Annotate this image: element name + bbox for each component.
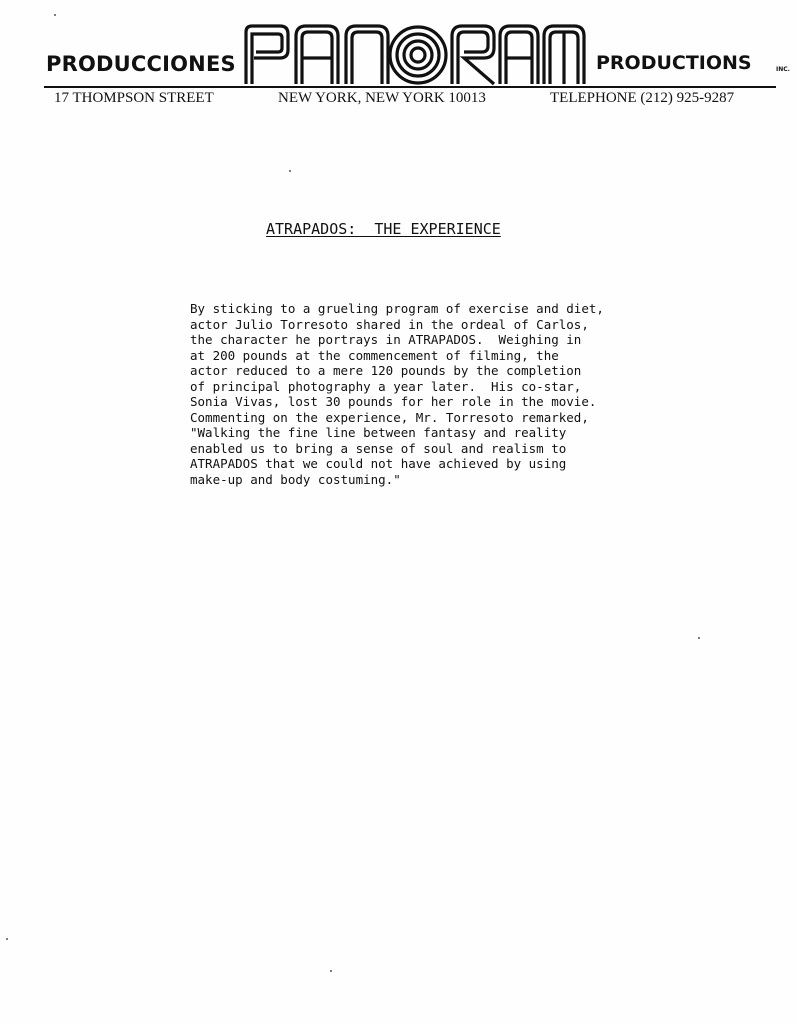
letterhead: [44, 22, 792, 88]
body-line: of principal photography a year later. His co-star,: [190, 378, 582, 394]
body-line: Commenting on the experience, Mr. Torresoto remarked,: [190, 409, 589, 425]
body-paragraph: [190, 301, 640, 487]
page-speck: [54, 14, 56, 16]
address-phone: TELEPHONE (212) 925-9287: [550, 90, 735, 106]
address-street: 17 THOMPSON STREET: [54, 90, 214, 106]
body-line: "Walking the fine line between fantasy and reality: [190, 425, 567, 440]
body-line: at 200 pounds at the commencement of filming, the: [190, 347, 559, 363]
body-line: make-up and body costuming.": [190, 471, 401, 487]
body-line: enabled us to bring a sense of soul and realism to: [190, 440, 567, 456]
body-line: actor reduced to a mere 120 pounds by the completion: [190, 363, 582, 378]
letterhead-right-wordmark: PRODUCTIONS: [596, 52, 752, 74]
address-line: [54, 90, 784, 110]
page-speck: [289, 170, 291, 172]
address-city: NEW YORK, NEW YORK 10013: [278, 90, 486, 106]
body-line: actor Julio Torresoto shared in the ordeal of Carlos,: [190, 316, 589, 332]
body-line: the character he portrays in ATRAPADOS. Weighing in: [190, 332, 582, 347]
body-line: By sticking to a grueling program of exercise and diet,: [190, 301, 604, 316]
page-speck: [330, 970, 332, 972]
panorama-logo: [242, 22, 590, 88]
letterhead-inc-label: INC.: [776, 66, 790, 73]
letterhead-rule: [44, 86, 776, 88]
document-title: ATRAPADOS: THE EXPERIENCE: [266, 220, 501, 238]
body-line: ATRAPADOS that we could not have achieved by using: [190, 456, 567, 471]
body-line: Sonia Vivas, lost 30 pounds for her role in the movie.: [190, 394, 597, 409]
page-speck: [698, 637, 700, 639]
letterhead-left-wordmark: PRODUCCIONES: [46, 52, 236, 76]
page-speck: [6, 938, 8, 940]
